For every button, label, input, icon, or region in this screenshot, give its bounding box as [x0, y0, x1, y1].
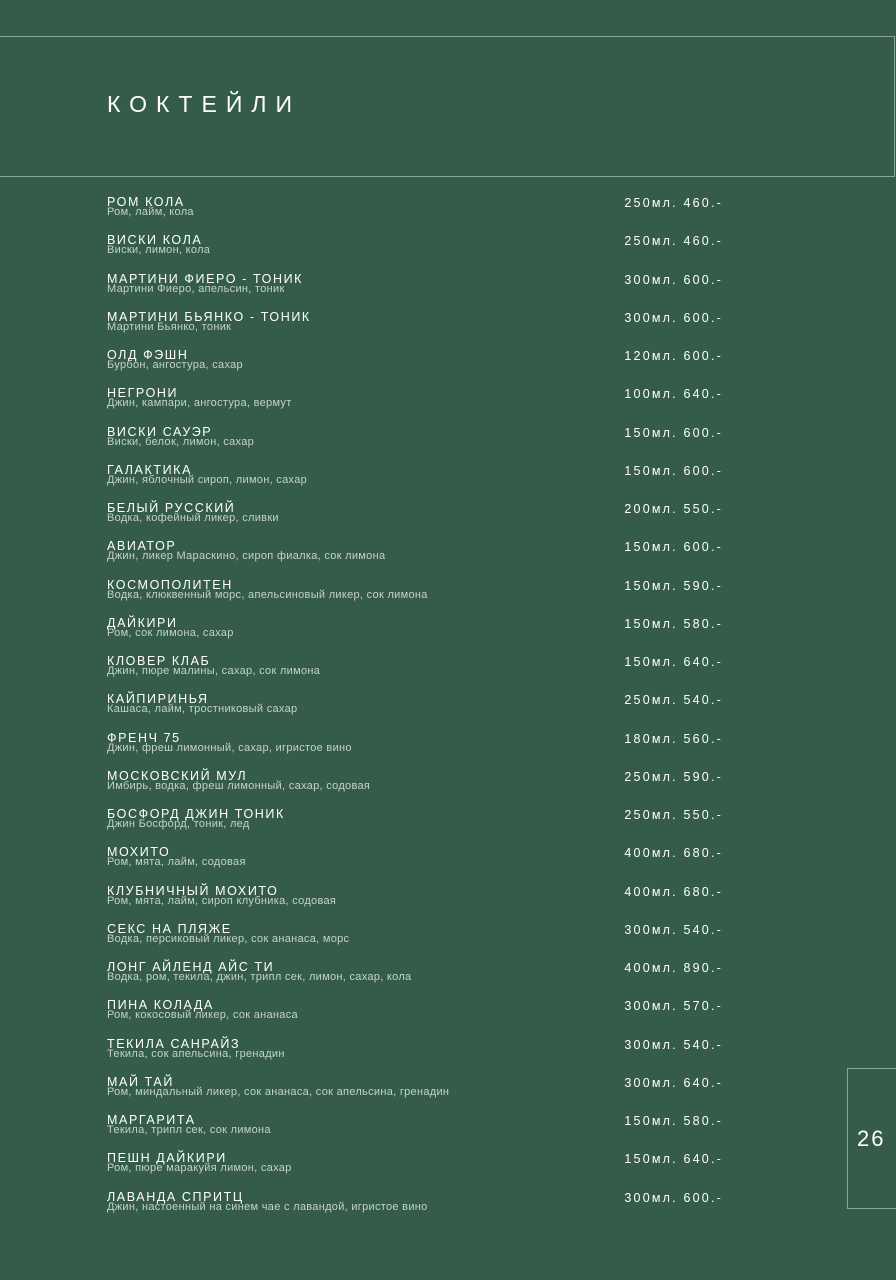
item-name: ВИСКИ САУЭР — [107, 424, 213, 439]
item-name: ПЕШН ДАЙКИРИ — [107, 1151, 227, 1166]
item-price: 150мл. 600.- — [624, 463, 723, 478]
item-price: 400мл. 680.- — [624, 884, 723, 899]
item-name: ЛОНГ АЙЛЕНД АЙС ТИ — [107, 960, 275, 974]
item-name: СЕКС НА ПЛЯЖЕ — [107, 921, 232, 936]
item-name: КОСМОПОЛИТЕН — [107, 577, 233, 592]
item-name: НЕГРОНИ — [107, 386, 179, 401]
menu-item — [107, 463, 723, 497]
item-name: КЛОВЕР КЛАБ — [107, 654, 211, 668]
menu-item — [107, 1190, 723, 1224]
menu-item — [107, 807, 723, 841]
menu-item — [107, 578, 723, 612]
menu-item — [107, 272, 723, 306]
item-name: КЛУБНИЧНЫЙ МОХИТО — [107, 883, 279, 898]
item-name: МАРТИНИ БЬЯНКО - ТОНИК — [107, 309, 311, 324]
menu-item — [107, 1151, 723, 1185]
item-description: Джин, яблочный сироп, лимон, сахар — [107, 473, 308, 486]
item-price: 400мл. 890.- — [624, 961, 723, 975]
item-description: Ром, мята, лайм, содовая — [107, 856, 246, 869]
item-name: ФРЕНЧ 75 — [107, 730, 181, 745]
menu-item — [107, 998, 723, 1032]
item-name: МОСКОВСКИЙ МУЛ — [107, 768, 248, 783]
item-description: Джин Босфорд, тоник, лед — [107, 818, 250, 830]
item-description: Ром, пюре маракуйя лимон, сахар — [107, 1162, 292, 1175]
menu-item — [107, 1075, 723, 1109]
item-description: Водка, персиковый ликер, сок ананаса, морс — [107, 932, 350, 945]
item-name: ПИНА КОЛАДА — [107, 998, 214, 1013]
item-name: БЕЛЫЙ РУССКИЙ — [107, 501, 236, 515]
menu-item — [107, 1037, 723, 1071]
item-description: Джин, ликер Мараскино, сироп фиалка, сок лимона — [107, 550, 386, 563]
item-description: Текила, сок апельсина, гренадин — [107, 1047, 285, 1060]
item-price: 300мл. 600.- — [624, 310, 723, 325]
item-description: Водка, кофейный ликер, сливки — [107, 512, 279, 524]
item-price: 100мл. 640.- — [624, 387, 723, 402]
item-description: Джин, фреш лимонный, сахар, игристое вино — [107, 741, 352, 754]
menu-item — [107, 233, 723, 267]
item-price: 150мл. 590.- — [624, 578, 723, 593]
menu-item — [107, 386, 723, 420]
item-price: 300мл. 600.- — [624, 272, 723, 287]
item-price: 250мл. 550.- — [624, 808, 723, 822]
menu-item — [107, 310, 723, 344]
menu-item — [107, 845, 723, 879]
item-name: ОЛД ФЭШН — [107, 348, 189, 362]
item-description: Мартини Фиеро, апельсин, тоник — [107, 282, 285, 295]
item-description: Ром, кокосовый ликер, сок ананаса — [107, 1009, 298, 1022]
menu-item — [107, 616, 723, 650]
menu-item — [107, 731, 723, 765]
item-price: 300мл. 540.- — [624, 1037, 723, 1052]
menu-item — [107, 884, 723, 918]
page-title: КОКТЕЙЛИ — [107, 91, 301, 117]
item-name: АВИАТОР — [107, 539, 177, 554]
item-name: КАЙПИРИНЬЯ — [107, 692, 209, 707]
item-price: 250мл. 590.- — [624, 769, 723, 784]
item-price: 300мл. 600.- — [624, 1190, 723, 1205]
item-price: 250мл. 540.- — [624, 693, 723, 708]
item-description: Ром, мята, лайм, сироп клубника, содовая — [107, 894, 337, 907]
item-name: ЛАВАНДА СПРИТЦ — [107, 1189, 244, 1204]
item-price: 150мл. 580.- — [624, 616, 723, 631]
menu-item — [107, 692, 723, 726]
item-price: 150мл. 640.- — [624, 1152, 723, 1167]
item-description: Джин, настоенный на синем чае с лавандой, игристое вино — [107, 1200, 428, 1213]
item-name: РОМ КОЛА — [107, 195, 185, 209]
menu-item — [107, 425, 723, 459]
page-number: 26 — [857, 1126, 886, 1151]
item-price: 150мл. 640.- — [624, 655, 723, 669]
menu-item — [107, 501, 723, 535]
item-price: 400мл. 680.- — [624, 846, 723, 861]
item-price: 150мл. 600.- — [624, 425, 723, 440]
item-price: 300мл. 640.- — [624, 1075, 723, 1090]
item-description: Ром, сок лимона, сахар — [107, 626, 234, 639]
item-price: 250мл. 460.- — [624, 234, 723, 249]
item-name: БОСФОРД ДЖИН ТОНИК — [107, 807, 285, 821]
item-description: Мартини Бьянко, тоник — [107, 320, 232, 333]
item-name: МОХИТО — [107, 845, 171, 860]
item-description: Виски, лимон, кола — [107, 244, 211, 257]
item-description: Джин, пюре малины, сахар, сок лимона — [107, 665, 321, 677]
item-price: 120мл. 600.- — [624, 349, 723, 363]
menu-item — [107, 654, 723, 688]
item-name: МАРГАРИТА — [107, 1113, 196, 1127]
item-name: МАЙ ТАЙ — [107, 1074, 174, 1089]
menu-item — [107, 960, 723, 994]
item-price: 200мл. 550.- — [624, 502, 723, 516]
item-description: Кашаса, лайм, тростниковый сахар — [107, 703, 298, 716]
item-description: Имбирь, водка, фреш лимонный, сахар, содовая — [107, 779, 371, 792]
item-description: Виски, белок, лимон, сахар — [107, 435, 255, 448]
item-price: 300мл. 540.- — [624, 922, 723, 937]
menu-item — [107, 769, 723, 803]
item-description: Джин, кампари, ангостура, вермут — [107, 397, 292, 410]
menu-item — [107, 348, 723, 382]
menu-item — [107, 922, 723, 956]
item-description: Бурбон, ангостура, сахар — [107, 359, 243, 371]
item-name: ВИСКИ КОЛА — [107, 233, 203, 248]
item-description: Ром, лайм, кола — [107, 206, 194, 218]
item-price: 150мл. 600.- — [624, 540, 723, 555]
item-name: ГАЛАКТИКА — [107, 462, 193, 477]
item-description: Текила, трипл сек, сок лимона — [107, 1124, 271, 1136]
item-name: ДАЙКИРИ — [107, 615, 178, 630]
item-price: 180мл. 560.- — [624, 731, 723, 746]
menu-item — [107, 195, 723, 229]
item-price: 300мл. 570.- — [624, 999, 723, 1014]
item-name: МАРТИНИ ФИЕРО - ТОНИК — [107, 271, 304, 286]
item-description: Водка, клюквенный морс, апельсиновый ликер, сок лимона — [107, 588, 428, 601]
menu-item — [107, 1113, 723, 1147]
item-description: Ром, миндальный ликер, сок ананаса, сок апельсина, гренадин — [107, 1085, 450, 1098]
item-description: Водка, ром, текила, джин, трипл сек, лимон, сахар, кола — [107, 971, 412, 983]
item-name: ТЕКИЛА САНРАЙЗ — [107, 1036, 241, 1051]
item-price: 150мл. 580.- — [624, 1114, 723, 1128]
menu-item — [107, 539, 723, 573]
item-price: 250мл. 460.- — [624, 196, 723, 210]
